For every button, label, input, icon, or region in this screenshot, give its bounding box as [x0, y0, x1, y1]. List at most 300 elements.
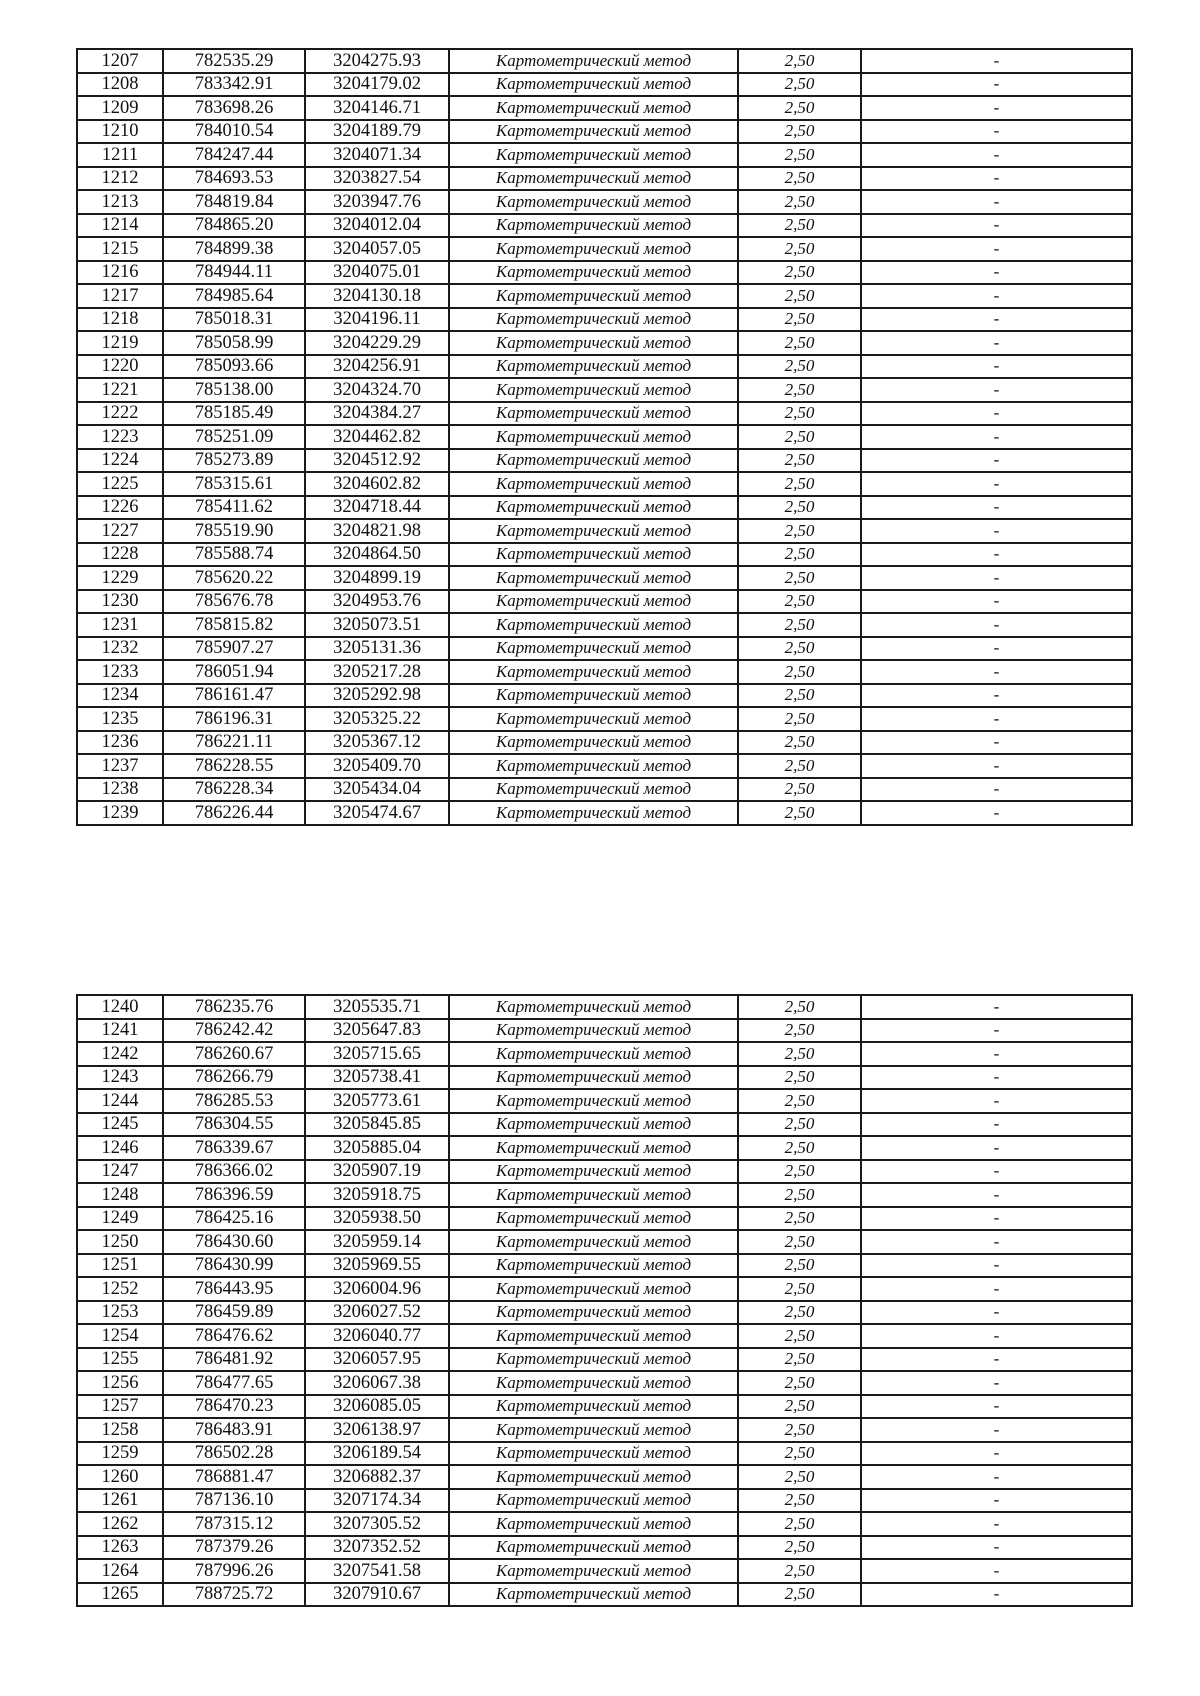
description-cell: -	[861, 1183, 1132, 1207]
point-number-cell: 1233	[77, 660, 163, 684]
error-cell: 2,50	[738, 167, 861, 191]
x-coordinate-cell: 786477.65	[163, 1371, 305, 1395]
y-coordinate-cell: 3204324.70	[305, 378, 449, 402]
table-row	[77, 237, 1132, 261]
y-coordinate-cell: 3204012.04	[305, 214, 449, 238]
description-cell: -	[861, 995, 1132, 1019]
point-number-cell: 1212	[77, 167, 163, 191]
x-coordinate-cell: 786430.60	[163, 1230, 305, 1254]
y-coordinate-cell: 3204512.92	[305, 449, 449, 473]
y-coordinate-cell: 3206882.37	[305, 1465, 449, 1489]
y-coordinate-cell: 3204075.01	[305, 261, 449, 285]
error-cell: 2,50	[738, 519, 861, 543]
description-cell: -	[861, 754, 1132, 778]
error-cell: 2,50	[738, 331, 861, 355]
method-cell: Картометрический метод	[449, 1230, 738, 1254]
description-cell: -	[861, 1536, 1132, 1560]
description-cell: -	[861, 1089, 1132, 1113]
x-coordinate-cell: 784819.84	[163, 190, 305, 214]
point-number-cell: 1223	[77, 425, 163, 449]
x-coordinate-cell: 782535.29	[163, 49, 305, 73]
table-row	[77, 731, 1132, 755]
point-number-cell: 1252	[77, 1277, 163, 1301]
table-row	[77, 96, 1132, 120]
method-cell: Картометрический метод	[449, 1207, 738, 1231]
y-coordinate-cell: 3205474.67	[305, 801, 449, 825]
method-cell: Картометрический метод	[449, 1442, 738, 1466]
description-cell: -	[861, 167, 1132, 191]
table-row	[77, 1465, 1132, 1489]
y-coordinate-cell: 3207352.52	[305, 1536, 449, 1560]
description-cell: -	[861, 402, 1132, 426]
point-number-cell: 1238	[77, 778, 163, 802]
table-row	[77, 801, 1132, 825]
point-number-cell: 1239	[77, 801, 163, 825]
error-cell: 2,50	[738, 1465, 861, 1489]
point-number-cell: 1213	[77, 190, 163, 214]
description-cell: -	[861, 472, 1132, 496]
error-cell: 2,50	[738, 995, 861, 1019]
x-coordinate-cell: 786242.42	[163, 1019, 305, 1043]
table-row	[77, 1089, 1132, 1113]
error-cell: 2,50	[738, 472, 861, 496]
description-cell: -	[861, 1113, 1132, 1137]
table-row	[77, 284, 1132, 308]
description-cell: -	[861, 590, 1132, 614]
method-cell: Картометрический метод	[449, 284, 738, 308]
method-cell: Картометрический метод	[449, 143, 738, 167]
y-coordinate-cell: 3204130.18	[305, 284, 449, 308]
x-coordinate-cell: 783698.26	[163, 96, 305, 120]
description-cell: -	[861, 331, 1132, 355]
description-cell: -	[861, 261, 1132, 285]
x-coordinate-cell: 786459.89	[163, 1301, 305, 1325]
x-coordinate-cell: 786196.31	[163, 707, 305, 731]
x-coordinate-cell: 785588.74	[163, 543, 305, 567]
y-coordinate-cell: 3204718.44	[305, 496, 449, 520]
error-cell: 2,50	[738, 214, 861, 238]
point-number-cell: 1255	[77, 1348, 163, 1372]
table-row	[77, 1348, 1132, 1372]
x-coordinate-cell: 786425.16	[163, 1207, 305, 1231]
error-cell: 2,50	[738, 425, 861, 449]
table-row	[77, 425, 1132, 449]
table-row	[77, 496, 1132, 520]
table-row	[77, 1066, 1132, 1090]
method-cell: Картометрический метод	[449, 1183, 738, 1207]
error-cell: 2,50	[738, 1371, 861, 1395]
description-cell: -	[861, 684, 1132, 708]
x-coordinate-cell: 788725.72	[163, 1583, 305, 1607]
y-coordinate-cell: 3205918.75	[305, 1183, 449, 1207]
description-cell: -	[861, 284, 1132, 308]
error-cell: 2,50	[738, 1324, 861, 1348]
y-coordinate-cell: 3204229.29	[305, 331, 449, 355]
point-number-cell: 1249	[77, 1207, 163, 1231]
point-number-cell: 1243	[77, 1066, 163, 1090]
point-number-cell: 1214	[77, 214, 163, 238]
x-coordinate-cell: 786235.76	[163, 995, 305, 1019]
error-cell: 2,50	[738, 190, 861, 214]
x-coordinate-cell: 786161.47	[163, 684, 305, 708]
description-cell: -	[861, 801, 1132, 825]
y-coordinate-cell: 3204057.05	[305, 237, 449, 261]
x-coordinate-cell: 784247.44	[163, 143, 305, 167]
method-cell: Картометрический метод	[449, 331, 738, 355]
description-cell: -	[861, 49, 1132, 73]
coordinates-table-2-body	[77, 995, 1132, 1606]
description-cell: -	[861, 378, 1132, 402]
x-coordinate-cell: 785251.09	[163, 425, 305, 449]
y-coordinate-cell: 3206027.52	[305, 1301, 449, 1325]
description-cell: -	[861, 1442, 1132, 1466]
table-row	[77, 261, 1132, 285]
point-number-cell: 1264	[77, 1559, 163, 1583]
coordinates-table-1-body	[77, 49, 1132, 825]
y-coordinate-cell: 3204275.93	[305, 49, 449, 73]
x-coordinate-cell: 784010.54	[163, 120, 305, 144]
point-number-cell: 1226	[77, 496, 163, 520]
description-cell: -	[861, 660, 1132, 684]
error-cell: 2,50	[738, 49, 861, 73]
point-number-cell: 1265	[77, 1583, 163, 1607]
x-coordinate-cell: 786470.23	[163, 1395, 305, 1419]
point-number-cell: 1222	[77, 402, 163, 426]
error-cell: 2,50	[738, 449, 861, 473]
point-number-cell: 1217	[77, 284, 163, 308]
table-row	[77, 472, 1132, 496]
y-coordinate-cell: 3206138.97	[305, 1418, 449, 1442]
error-cell: 2,50	[738, 1066, 861, 1090]
coordinates-table-2	[76, 994, 1133, 1607]
point-number-cell: 1227	[77, 519, 163, 543]
error-cell: 2,50	[738, 96, 861, 120]
point-number-cell: 1263	[77, 1536, 163, 1560]
table-row	[77, 1207, 1132, 1231]
table-row	[77, 1536, 1132, 1560]
table-row	[77, 566, 1132, 590]
y-coordinate-cell: 3203947.76	[305, 190, 449, 214]
table-row	[77, 637, 1132, 661]
x-coordinate-cell: 786221.11	[163, 731, 305, 755]
error-cell: 2,50	[738, 355, 861, 379]
table-row	[77, 1442, 1132, 1466]
error-cell: 2,50	[738, 1089, 861, 1113]
description-cell: -	[861, 1160, 1132, 1184]
y-coordinate-cell: 3206189.54	[305, 1442, 449, 1466]
x-coordinate-cell: 784693.53	[163, 167, 305, 191]
error-cell: 2,50	[738, 1230, 861, 1254]
error-cell: 2,50	[738, 590, 861, 614]
x-coordinate-cell: 785676.78	[163, 590, 305, 614]
error-cell: 2,50	[738, 778, 861, 802]
x-coordinate-cell: 786228.34	[163, 778, 305, 802]
point-number-cell: 1260	[77, 1465, 163, 1489]
point-number-cell: 1254	[77, 1324, 163, 1348]
point-number-cell: 1224	[77, 449, 163, 473]
method-cell: Картометрический метод	[449, 613, 738, 637]
y-coordinate-cell: 3205885.04	[305, 1136, 449, 1160]
description-cell: -	[861, 449, 1132, 473]
y-coordinate-cell: 3205073.51	[305, 613, 449, 637]
x-coordinate-cell: 785185.49	[163, 402, 305, 426]
x-coordinate-cell: 786366.02	[163, 1160, 305, 1184]
y-coordinate-cell: 3205131.36	[305, 637, 449, 661]
method-cell: Картометрический метод	[449, 1160, 738, 1184]
method-cell: Картометрический метод	[449, 1536, 738, 1560]
method-cell: Картометрический метод	[449, 1301, 738, 1325]
point-number-cell: 1221	[77, 378, 163, 402]
y-coordinate-cell: 3204179.02	[305, 73, 449, 97]
description-cell: -	[861, 1254, 1132, 1278]
x-coordinate-cell: 786396.59	[163, 1183, 305, 1207]
error-cell: 2,50	[738, 1042, 861, 1066]
table-row	[77, 449, 1132, 473]
description-cell: -	[861, 707, 1132, 731]
method-cell: Картометрический метод	[449, 566, 738, 590]
point-number-cell: 1231	[77, 613, 163, 637]
y-coordinate-cell: 3204899.19	[305, 566, 449, 590]
y-coordinate-cell: 3205325.22	[305, 707, 449, 731]
table-row	[77, 73, 1132, 97]
table-row	[77, 1559, 1132, 1583]
error-cell: 2,50	[738, 1207, 861, 1231]
point-number-cell: 1245	[77, 1113, 163, 1137]
point-number-cell: 1242	[77, 1042, 163, 1066]
y-coordinate-cell: 3205367.12	[305, 731, 449, 755]
table-row	[77, 1371, 1132, 1395]
y-coordinate-cell: 3204953.76	[305, 590, 449, 614]
error-cell: 2,50	[738, 1395, 861, 1419]
method-cell: Картометрический метод	[449, 449, 738, 473]
error-cell: 2,50	[738, 1536, 861, 1560]
description-cell: -	[861, 1277, 1132, 1301]
x-coordinate-cell: 787136.10	[163, 1489, 305, 1513]
description-cell: -	[861, 566, 1132, 590]
y-coordinate-cell: 3205907.19	[305, 1160, 449, 1184]
x-coordinate-cell: 785093.66	[163, 355, 305, 379]
error-cell: 2,50	[738, 1254, 861, 1278]
method-cell: Картометрический метод	[449, 308, 738, 332]
description-cell: -	[861, 1489, 1132, 1513]
x-coordinate-cell: 785138.00	[163, 378, 305, 402]
y-coordinate-cell: 3204189.79	[305, 120, 449, 144]
y-coordinate-cell: 3204071.34	[305, 143, 449, 167]
x-coordinate-cell: 786051.94	[163, 660, 305, 684]
x-coordinate-cell: 786260.67	[163, 1042, 305, 1066]
table-row	[77, 167, 1132, 191]
table-row	[77, 1301, 1132, 1325]
y-coordinate-cell: 3205292.98	[305, 684, 449, 708]
point-number-cell: 1258	[77, 1418, 163, 1442]
y-coordinate-cell: 3204196.11	[305, 308, 449, 332]
method-cell: Картометрический метод	[449, 1559, 738, 1583]
error-cell: 2,50	[738, 284, 861, 308]
x-coordinate-cell: 783342.91	[163, 73, 305, 97]
method-cell: Картометрический метод	[449, 1254, 738, 1278]
error-cell: 2,50	[738, 1348, 861, 1372]
table-row	[77, 120, 1132, 144]
point-number-cell: 1210	[77, 120, 163, 144]
table-row	[77, 754, 1132, 778]
table-row	[77, 355, 1132, 379]
x-coordinate-cell: 785907.27	[163, 637, 305, 661]
y-coordinate-cell: 3206057.95	[305, 1348, 449, 1372]
x-coordinate-cell: 786285.53	[163, 1089, 305, 1113]
table-row	[77, 214, 1132, 238]
point-number-cell: 1261	[77, 1489, 163, 1513]
table-row	[77, 519, 1132, 543]
point-number-cell: 1253	[77, 1301, 163, 1325]
error-cell: 2,50	[738, 1418, 861, 1442]
table-row	[77, 684, 1132, 708]
method-cell: Картометрический метод	[449, 995, 738, 1019]
error-cell: 2,50	[738, 707, 861, 731]
error-cell: 2,50	[738, 566, 861, 590]
method-cell: Картометрический метод	[449, 1348, 738, 1372]
table-row	[77, 1395, 1132, 1419]
description-cell: -	[861, 1136, 1132, 1160]
y-coordinate-cell: 3206004.96	[305, 1277, 449, 1301]
method-cell: Картометрический метод	[449, 1042, 738, 1066]
y-coordinate-cell: 3204821.98	[305, 519, 449, 543]
description-cell: -	[861, 519, 1132, 543]
description-cell: -	[861, 778, 1132, 802]
description-cell: -	[861, 1066, 1132, 1090]
description-cell: -	[861, 96, 1132, 120]
description-cell: -	[861, 1324, 1132, 1348]
error-cell: 2,50	[738, 73, 861, 97]
table-row	[77, 1160, 1132, 1184]
description-cell: -	[861, 1348, 1132, 1372]
x-coordinate-cell: 785315.61	[163, 472, 305, 496]
x-coordinate-cell: 785273.89	[163, 449, 305, 473]
method-cell: Картометрический метод	[449, 801, 738, 825]
point-number-cell: 1235	[77, 707, 163, 731]
x-coordinate-cell: 784944.11	[163, 261, 305, 285]
method-cell: Картометрический метод	[449, 1277, 738, 1301]
table-row	[77, 1489, 1132, 1513]
y-coordinate-cell: 3206040.77	[305, 1324, 449, 1348]
point-number-cell: 1225	[77, 472, 163, 496]
method-cell: Картометрический метод	[449, 96, 738, 120]
error-cell: 2,50	[738, 543, 861, 567]
x-coordinate-cell: 786881.47	[163, 1465, 305, 1489]
method-cell: Картометрический метод	[449, 660, 738, 684]
description-cell: -	[861, 1395, 1132, 1419]
table-row	[77, 1254, 1132, 1278]
x-coordinate-cell: 787379.26	[163, 1536, 305, 1560]
y-coordinate-cell: 3205535.71	[305, 995, 449, 1019]
y-coordinate-cell: 3204462.82	[305, 425, 449, 449]
y-coordinate-cell: 3204384.27	[305, 402, 449, 426]
point-number-cell: 1240	[77, 995, 163, 1019]
x-coordinate-cell: 785620.22	[163, 566, 305, 590]
table-row	[77, 331, 1132, 355]
point-number-cell: 1230	[77, 590, 163, 614]
error-cell: 2,50	[738, 402, 861, 426]
table-row	[77, 1230, 1132, 1254]
description-cell: -	[861, 1559, 1132, 1583]
x-coordinate-cell: 786430.99	[163, 1254, 305, 1278]
method-cell: Картометрический метод	[449, 684, 738, 708]
x-coordinate-cell: 787996.26	[163, 1559, 305, 1583]
description-cell: -	[861, 1583, 1132, 1607]
method-cell: Картометрический метод	[449, 1583, 738, 1607]
error-cell: 2,50	[738, 120, 861, 144]
method-cell: Картометрический метод	[449, 261, 738, 285]
y-coordinate-cell: 3204256.91	[305, 355, 449, 379]
error-cell: 2,50	[738, 1559, 861, 1583]
method-cell: Картометрический метод	[449, 1512, 738, 1536]
method-cell: Картометрический метод	[449, 778, 738, 802]
description-cell: -	[861, 143, 1132, 167]
table-row	[77, 1113, 1132, 1137]
table-row	[77, 143, 1132, 167]
point-number-cell: 1216	[77, 261, 163, 285]
table-row	[77, 1324, 1132, 1348]
description-cell: -	[861, 1019, 1132, 1043]
table-row	[77, 378, 1132, 402]
x-coordinate-cell: 784899.38	[163, 237, 305, 261]
method-cell: Картометрический метод	[449, 402, 738, 426]
description-cell: -	[861, 543, 1132, 567]
error-cell: 2,50	[738, 660, 861, 684]
x-coordinate-cell: 786443.95	[163, 1277, 305, 1301]
method-cell: Картометрический метод	[449, 519, 738, 543]
y-coordinate-cell: 3205938.50	[305, 1207, 449, 1231]
point-number-cell: 1232	[77, 637, 163, 661]
x-coordinate-cell: 786339.67	[163, 1136, 305, 1160]
table-row	[77, 190, 1132, 214]
description-cell: -	[861, 1465, 1132, 1489]
method-cell: Картометрический метод	[449, 1395, 738, 1419]
point-number-cell: 1218	[77, 308, 163, 332]
description-cell: -	[861, 613, 1132, 637]
y-coordinate-cell: 3205845.85	[305, 1113, 449, 1137]
error-cell: 2,50	[738, 684, 861, 708]
error-cell: 2,50	[738, 237, 861, 261]
table-row	[77, 660, 1132, 684]
y-coordinate-cell: 3207541.58	[305, 1559, 449, 1583]
point-number-cell: 1244	[77, 1089, 163, 1113]
error-cell: 2,50	[738, 637, 861, 661]
y-coordinate-cell: 3205969.55	[305, 1254, 449, 1278]
table-row	[77, 1277, 1132, 1301]
method-cell: Картометрический метод	[449, 378, 738, 402]
error-cell: 2,50	[738, 754, 861, 778]
x-coordinate-cell: 785411.62	[163, 496, 305, 520]
method-cell: Картометрический метод	[449, 425, 738, 449]
point-number-cell: 1250	[77, 1230, 163, 1254]
description-cell: -	[861, 496, 1132, 520]
method-cell: Картометрический метод	[449, 1136, 738, 1160]
error-cell: 2,50	[738, 143, 861, 167]
y-coordinate-cell: 3205217.28	[305, 660, 449, 684]
method-cell: Картометрический метод	[449, 120, 738, 144]
description-cell: -	[861, 425, 1132, 449]
y-coordinate-cell: 3205409.70	[305, 754, 449, 778]
method-cell: Картометрический метод	[449, 1113, 738, 1137]
point-number-cell: 1256	[77, 1371, 163, 1395]
error-cell: 2,50	[738, 1583, 861, 1607]
y-coordinate-cell: 3205715.65	[305, 1042, 449, 1066]
error-cell: 2,50	[738, 1019, 861, 1043]
description-cell: -	[861, 1207, 1132, 1231]
method-cell: Картометрический метод	[449, 543, 738, 567]
error-cell: 2,50	[738, 801, 861, 825]
y-coordinate-cell: 3207910.67	[305, 1583, 449, 1607]
